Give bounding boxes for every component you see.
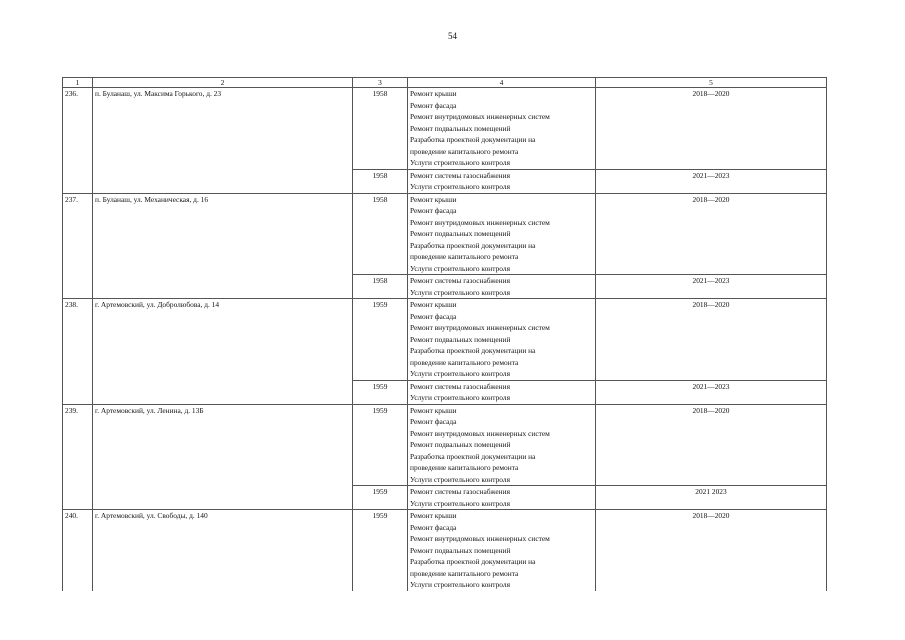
build-year: 1958 — [353, 193, 408, 275]
work-item: Ремонт системы газоснабжения — [410, 381, 510, 391]
repair-schedule-table — [62, 77, 827, 591]
work-item: проведение капитального ремонта — [410, 146, 519, 156]
work-item: Ремонт фасада — [410, 311, 457, 321]
repair-period: 2018—2020 — [596, 510, 827, 591]
table-header-row — [63, 78, 827, 88]
entry-address: г. Артемовский, ул. Ленина, д. 13Б — [93, 404, 353, 510]
build-year: 1958 — [353, 275, 408, 299]
repair-period: 2018—2020 — [596, 299, 827, 381]
entry-number: 238. — [63, 299, 93, 405]
work-item: Ремонт внутридомовых инженерных систем — [410, 112, 550, 121]
column-header-4: 4 — [408, 78, 596, 88]
entry-number: 236. — [63, 88, 93, 194]
work-item: Ремонт крыши — [410, 89, 457, 98]
build-year: 1959 — [353, 404, 408, 486]
work-item: Ремонт подвальных помещений — [410, 334, 511, 344]
work-item: Ремонт крыши — [410, 511, 457, 520]
work-item: Ремонт фасада — [410, 100, 457, 110]
work-item: Ремонт системы газоснабжения — [410, 276, 510, 285]
repair-period: 2021—2023 — [596, 380, 827, 404]
build-year: 1959 — [353, 486, 408, 510]
work-item: Разработка проектной документации на — [410, 240, 536, 250]
work-item: Услуги строительного контроля — [410, 287, 510, 297]
work-item: проведение капитального ремонта — [410, 252, 519, 261]
entry-number: 240. — [63, 510, 93, 591]
build-year: 1958 — [353, 169, 408, 193]
repair-period: 2018—2020 — [596, 404, 827, 486]
work-item: Ремонт внутридомовых инженерных систем — [410, 323, 550, 332]
column-header-2: 2 — [93, 78, 353, 88]
work-item: Ремонт крыши — [410, 300, 457, 309]
work-item: Ремонт внутридомовых инженерных систем — [410, 534, 550, 543]
works-list — [408, 486, 596, 510]
works-list — [408, 380, 596, 404]
work-item: Разработка проектной документации на — [410, 557, 536, 566]
work-item: Ремонт внутридомовых инженерных систем — [410, 217, 550, 227]
entry-address: г. Артемовский, ул. Свободы, д. 140 — [93, 510, 353, 591]
work-item: Разработка проектной документации на — [410, 346, 536, 355]
table-row — [63, 404, 827, 486]
table-body — [63, 88, 827, 591]
page-number: 54 — [448, 31, 457, 41]
work-item: Ремонт внутридомовых инженерных систем — [410, 428, 550, 438]
column-header-1: 1 — [63, 78, 93, 88]
work-item: Ремонт крыши — [410, 194, 457, 204]
table-row — [63, 193, 827, 275]
work-item: Ремонт системы газоснабжения — [410, 170, 510, 180]
work-item: Разработка проектной документации на — [410, 451, 536, 461]
work-item: Услуги строительного контроля — [410, 580, 510, 589]
repair-period: 2021—2023 — [596, 275, 827, 299]
works-list — [408, 169, 596, 193]
work-item: Услуги строительного контроля — [410, 182, 510, 191]
repair-period: 2018—2020 — [596, 193, 827, 275]
works-list — [408, 299, 596, 381]
repair-period: 2021—2023 — [596, 169, 827, 193]
entry-number: 237. — [63, 193, 93, 299]
table-row — [63, 299, 827, 381]
table-row — [63, 88, 827, 170]
work-item: Услуги строительного контроля — [410, 474, 510, 484]
work-item: Ремонт подвальных помещений — [410, 229, 511, 238]
build-year: 1959 — [353, 380, 408, 404]
work-item: Услуги строительного контроля — [410, 498, 510, 508]
repair-period: 2018—2020 — [596, 88, 827, 170]
work-item: Ремонт крыши — [410, 405, 457, 415]
work-item: Ремонт системы газоснабжения — [410, 487, 510, 496]
work-item: Ремонт фасада — [410, 417, 457, 426]
table-row — [63, 510, 827, 591]
build-year: 1959 — [353, 299, 408, 381]
work-item: Услуги строительного контроля — [410, 369, 510, 378]
work-item: Услуги строительного контроля — [410, 263, 510, 273]
work-item: Ремонт фасада — [410, 522, 457, 532]
work-item: Ремонт подвальных помещений — [410, 123, 511, 133]
entry-number: 239. — [63, 404, 93, 510]
repair-period: 2021 2023 — [596, 486, 827, 510]
entry-address: п. Буланаш, ул. Максима Горького, д. 23 — [93, 88, 353, 194]
work-item: Услуги строительного контроля — [410, 158, 510, 167]
works-list — [408, 404, 596, 486]
work-item: Ремонт подвальных помещений — [410, 440, 511, 449]
work-item: Ремонт фасада — [410, 206, 457, 215]
work-item: проведение капитального ремонта — [410, 568, 519, 578]
work-item: Разработка проектной документации на — [410, 135, 536, 144]
work-item: проведение капитального ремонта — [410, 463, 519, 472]
work-item: Услуги строительного контроля — [410, 393, 510, 402]
works-list — [408, 193, 596, 275]
build-year: 1958 — [353, 88, 408, 170]
entry-address: г. Артемовский, ул. Добролюбова, д. 14 — [93, 299, 353, 405]
work-item: проведение капитального ремонта — [410, 357, 519, 367]
works-list — [408, 275, 596, 299]
work-item: Ремонт подвальных помещений — [410, 545, 511, 555]
column-header-3: 3 — [353, 78, 408, 88]
entry-address: п. Буланаш, ул. Механическая, д. 16 — [93, 193, 353, 299]
build-year: 1959 — [353, 510, 408, 591]
works-list — [408, 510, 596, 591]
column-header-5: 5 — [596, 78, 827, 88]
works-list — [408, 88, 596, 170]
